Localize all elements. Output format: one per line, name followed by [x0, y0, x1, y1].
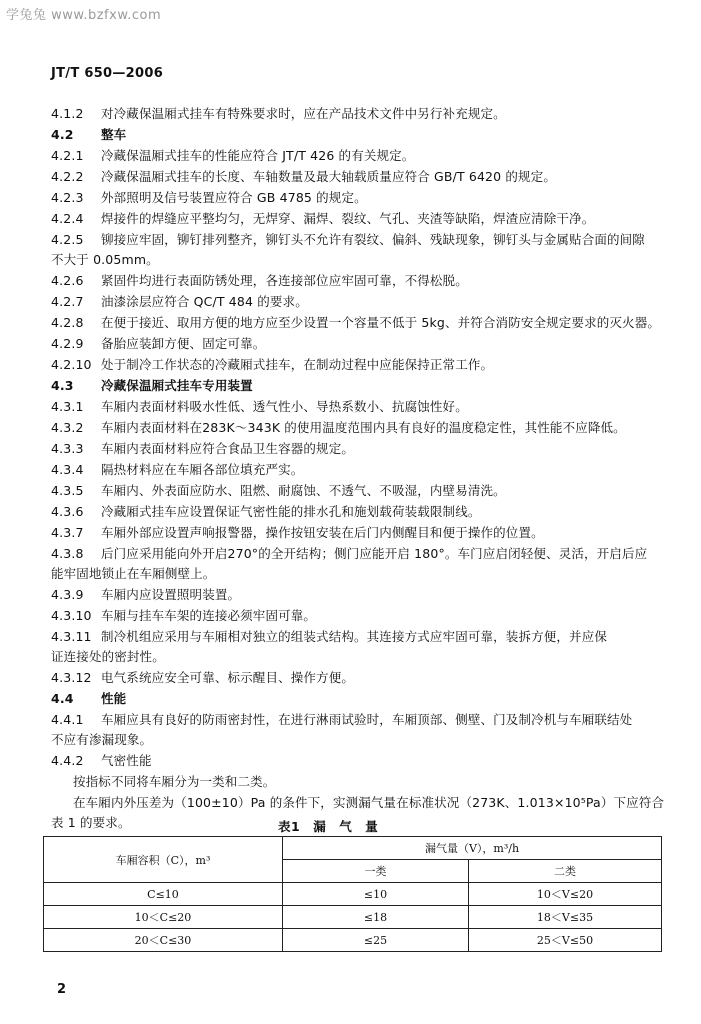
- clause-line: [51, 544, 647, 563]
- class2-cell: 10＜V≤20: [469, 883, 662, 906]
- clause-text: 性能: [101, 691, 127, 706]
- page-number: 2: [57, 982, 67, 997]
- clause-text: 能牢固地锁止在车厢侧壁上。: [51, 566, 216, 581]
- paragraph-line: [73, 772, 275, 791]
- clause-number: 4.2.2: [51, 169, 84, 184]
- class1-cell: ≤18: [283, 906, 469, 929]
- clause-number: 4.2.6: [51, 273, 84, 288]
- clause-continuation: [51, 564, 215, 583]
- clause-text: 在车厢内外压差为（100±10）Pa 的条件下，实测漏气量在标准状况（273K、1.013×10⁵Pa）下应符合: [73, 795, 665, 810]
- clause-text: 对冷藏保温厢式挂车有特殊要求时，应在产品技术文件中另行补充规定。: [101, 106, 506, 121]
- clause-text: 车厢内表面材料在283K～343K 的使用温度范围内具有良好的温度稳定性，其性能不应降低。: [101, 420, 626, 435]
- paragraph-continuation: [51, 813, 131, 832]
- clause-number: 4.3.3: [51, 441, 84, 456]
- table-row: [44, 883, 662, 906]
- clause-text: 不应有渗漏现象。: [51, 732, 153, 747]
- table-row: [44, 906, 662, 929]
- clause-line: [51, 334, 265, 353]
- clause-number: 4.1.2: [51, 106, 84, 121]
- clause-number: 4.3: [51, 378, 74, 393]
- clause-text: 外部照明及信号装置应符合 GB 4785 的规定。: [101, 190, 367, 205]
- clause-number: 4.2.1: [51, 148, 84, 163]
- clause-text: 备胎应装卸方便、固定可靠。: [101, 336, 266, 351]
- clause-continuation: [51, 250, 159, 269]
- clause-continuation: [51, 647, 165, 666]
- clause-text: 冷藏保温厢式挂车专用装置: [101, 378, 253, 393]
- clause-text: 车厢与挂车车架的连接必须牢固可靠。: [101, 608, 317, 623]
- clause-number: 4.2.8: [51, 315, 84, 330]
- clause-text: 车厢外部应设置声响报警器，操作按钮安装在后门内侧醒目和便于操作的位置。: [101, 525, 544, 540]
- clause-line: [51, 439, 354, 458]
- clause-text: 证连接处的密封性。: [51, 649, 165, 664]
- table-caption: 表1 漏 气 量: [278, 819, 379, 834]
- clause-text: 整车: [101, 127, 127, 142]
- clause-line: [51, 313, 660, 332]
- clause-text: 铆接应牢固，铆钉排列整齐，铆钉头不允许有裂纹、偏斜、残缺现象，铆钉头与金属贴合面的间隙: [101, 232, 645, 247]
- site-watermark: 学兔兔 www.bzfxw.com: [6, 8, 162, 23]
- clause-number: 4.3.6: [51, 504, 84, 519]
- clause-text: 电气系统应安全可靠、标示醒目、操作方便。: [101, 670, 355, 685]
- clause-line: [51, 751, 152, 770]
- clause-number: 4.2.7: [51, 294, 84, 309]
- clause-number: 4.3.8: [51, 546, 84, 561]
- clause-text: 冷藏厢式挂车应设置保证气密性能的排水孔和施划载荷装载限制线。: [101, 504, 481, 519]
- clause-text: 隔热材料应在车厢各部位填充严实。: [101, 462, 304, 477]
- clause-number: 4.3.12: [51, 670, 92, 685]
- clause-line: [51, 355, 493, 374]
- standard-id-header: JT/T 650—2006: [51, 66, 164, 81]
- volume-cell: C≤10: [44, 883, 283, 906]
- class2-cell: 25＜V≤50: [469, 929, 662, 952]
- clause-text: 不大于 0.05mm。: [51, 252, 159, 267]
- clause-text: 车厢内表面材料吸水性低、透气性小、导热系数小、抗腐蚀性好。: [101, 399, 468, 414]
- table-header-row: [44, 837, 662, 860]
- clause-text: 车厢内、外表面应防水、阻燃、耐腐蚀、不透气、不吸湿，内壁易清洗。: [101, 483, 506, 498]
- clause-line: [51, 481, 506, 500]
- clause-text: 车厢内表面材料应符合食品卫生容器的规定。: [101, 441, 355, 456]
- class2-header: 二类: [469, 860, 662, 883]
- clause-line: [51, 167, 556, 186]
- clause-text: 车厢应具有良好的防雨密封性，在进行淋雨试验时，车厢顶部、侧壁、门及制冷机与车厢联结处: [101, 712, 633, 727]
- clause-text: 表 1 的要求。: [51, 815, 131, 830]
- volume-cell: 10＜C≤20: [44, 906, 283, 929]
- clause-number: 4.3.1: [51, 399, 84, 414]
- clause-number: 4.3.5: [51, 483, 84, 498]
- clause-line: [51, 668, 354, 687]
- class2-cell: 18＜V≤35: [469, 906, 662, 929]
- clause-text: 紧固件均进行表面防锈处理，各连接部位应牢固可靠，不得松脱。: [101, 273, 468, 288]
- clause-text: 按指标不同将车厢分为一类和二类。: [73, 774, 276, 789]
- section-heading: [51, 376, 253, 395]
- paragraph-line: [73, 793, 664, 812]
- clause-number: 4.3.4: [51, 462, 84, 477]
- clause-line: [51, 585, 240, 604]
- clause-line: [51, 146, 414, 165]
- clause-text: 冷藏保温厢式挂车的长度、车轴数量及最大轴载质量应符合 GB/T 6420 的规定。: [101, 169, 556, 184]
- clause-line: [51, 460, 303, 479]
- clause-text: 处于制冷工作状态的冷藏厢式挂车，在制动过程中应能保持正常工作。: [101, 357, 494, 372]
- volume-column-header: 车厢容积（C），m³: [44, 837, 283, 883]
- clause-number: 4.3.9: [51, 587, 84, 602]
- clause-text: 制冷机组应采用与车厢相对独立的组装式结构。其连接方式应牢固可靠，装拆方便，并应保: [101, 629, 608, 644]
- leakage-table: [43, 836, 662, 952]
- clause-text: 焊接件的焊缝应平整均匀，无焊穿、漏焊、裂纹、气孔、夹渣等缺陷，焊渣应清除干净。: [101, 211, 595, 226]
- clause-number: 4.4.2: [51, 753, 84, 768]
- clause-line: [51, 418, 626, 437]
- section-heading: [51, 125, 126, 144]
- clause-number: 4.2: [51, 127, 74, 142]
- clause-number: 4.3.11: [51, 629, 92, 644]
- clause-line: [51, 271, 468, 290]
- clause-text: 冷藏保温厢式挂车的性能应符合 JT/T 426 的有关规定。: [101, 148, 415, 163]
- clause-line: [51, 104, 506, 123]
- clause-line: [51, 606, 316, 625]
- clause-number: 4.2.3: [51, 190, 84, 205]
- clause-number: 4.2.5: [51, 232, 84, 247]
- class1-header: 一类: [283, 860, 469, 883]
- clause-continuation: [51, 730, 152, 749]
- clause-number: 4.3.10: [51, 608, 92, 623]
- clause-line: [51, 209, 594, 228]
- clause-line: [51, 188, 367, 207]
- clause-text: 气密性能: [101, 753, 152, 768]
- clause-line: [51, 627, 607, 646]
- clause-text: 油漆涂层应符合 QC/T 484 的要求。: [101, 294, 308, 309]
- volume-cell: 20＜C≤30: [44, 929, 283, 952]
- clause-line: [51, 523, 544, 542]
- clause-text: 车厢内应设置照明装置。: [101, 587, 241, 602]
- clause-line: [51, 397, 468, 416]
- clause-number: 4.4.1: [51, 712, 84, 727]
- class1-cell: ≤10: [283, 883, 469, 906]
- clause-line: [51, 710, 632, 729]
- section-heading: [51, 689, 126, 708]
- clause-number: 4.2.9: [51, 336, 84, 351]
- clause-line: [51, 292, 308, 311]
- clause-line: [51, 502, 481, 521]
- table-row: [44, 929, 662, 952]
- clause-text: 后门应采用能向外开启270°的全开结构；侧门应能开启 180°。车门应启闭轻便、灵活，开启后应: [101, 546, 648, 561]
- clause-line: [51, 230, 645, 249]
- clause-text: 在便于接近、取用方便的地方应至少设置一个容量不低于 5kg、并符合消防安全规定要求的灭火器。: [101, 315, 661, 330]
- leakage-group-header: 漏气量（V），m³/h: [283, 837, 662, 860]
- clause-number: 4.4: [51, 691, 74, 706]
- clause-number: 4.2.10: [51, 357, 92, 372]
- clause-number: 4.3.2: [51, 420, 84, 435]
- class1-cell: ≤25: [283, 929, 469, 952]
- clause-number: 4.2.4: [51, 211, 84, 226]
- clause-number: 4.3.7: [51, 525, 84, 540]
